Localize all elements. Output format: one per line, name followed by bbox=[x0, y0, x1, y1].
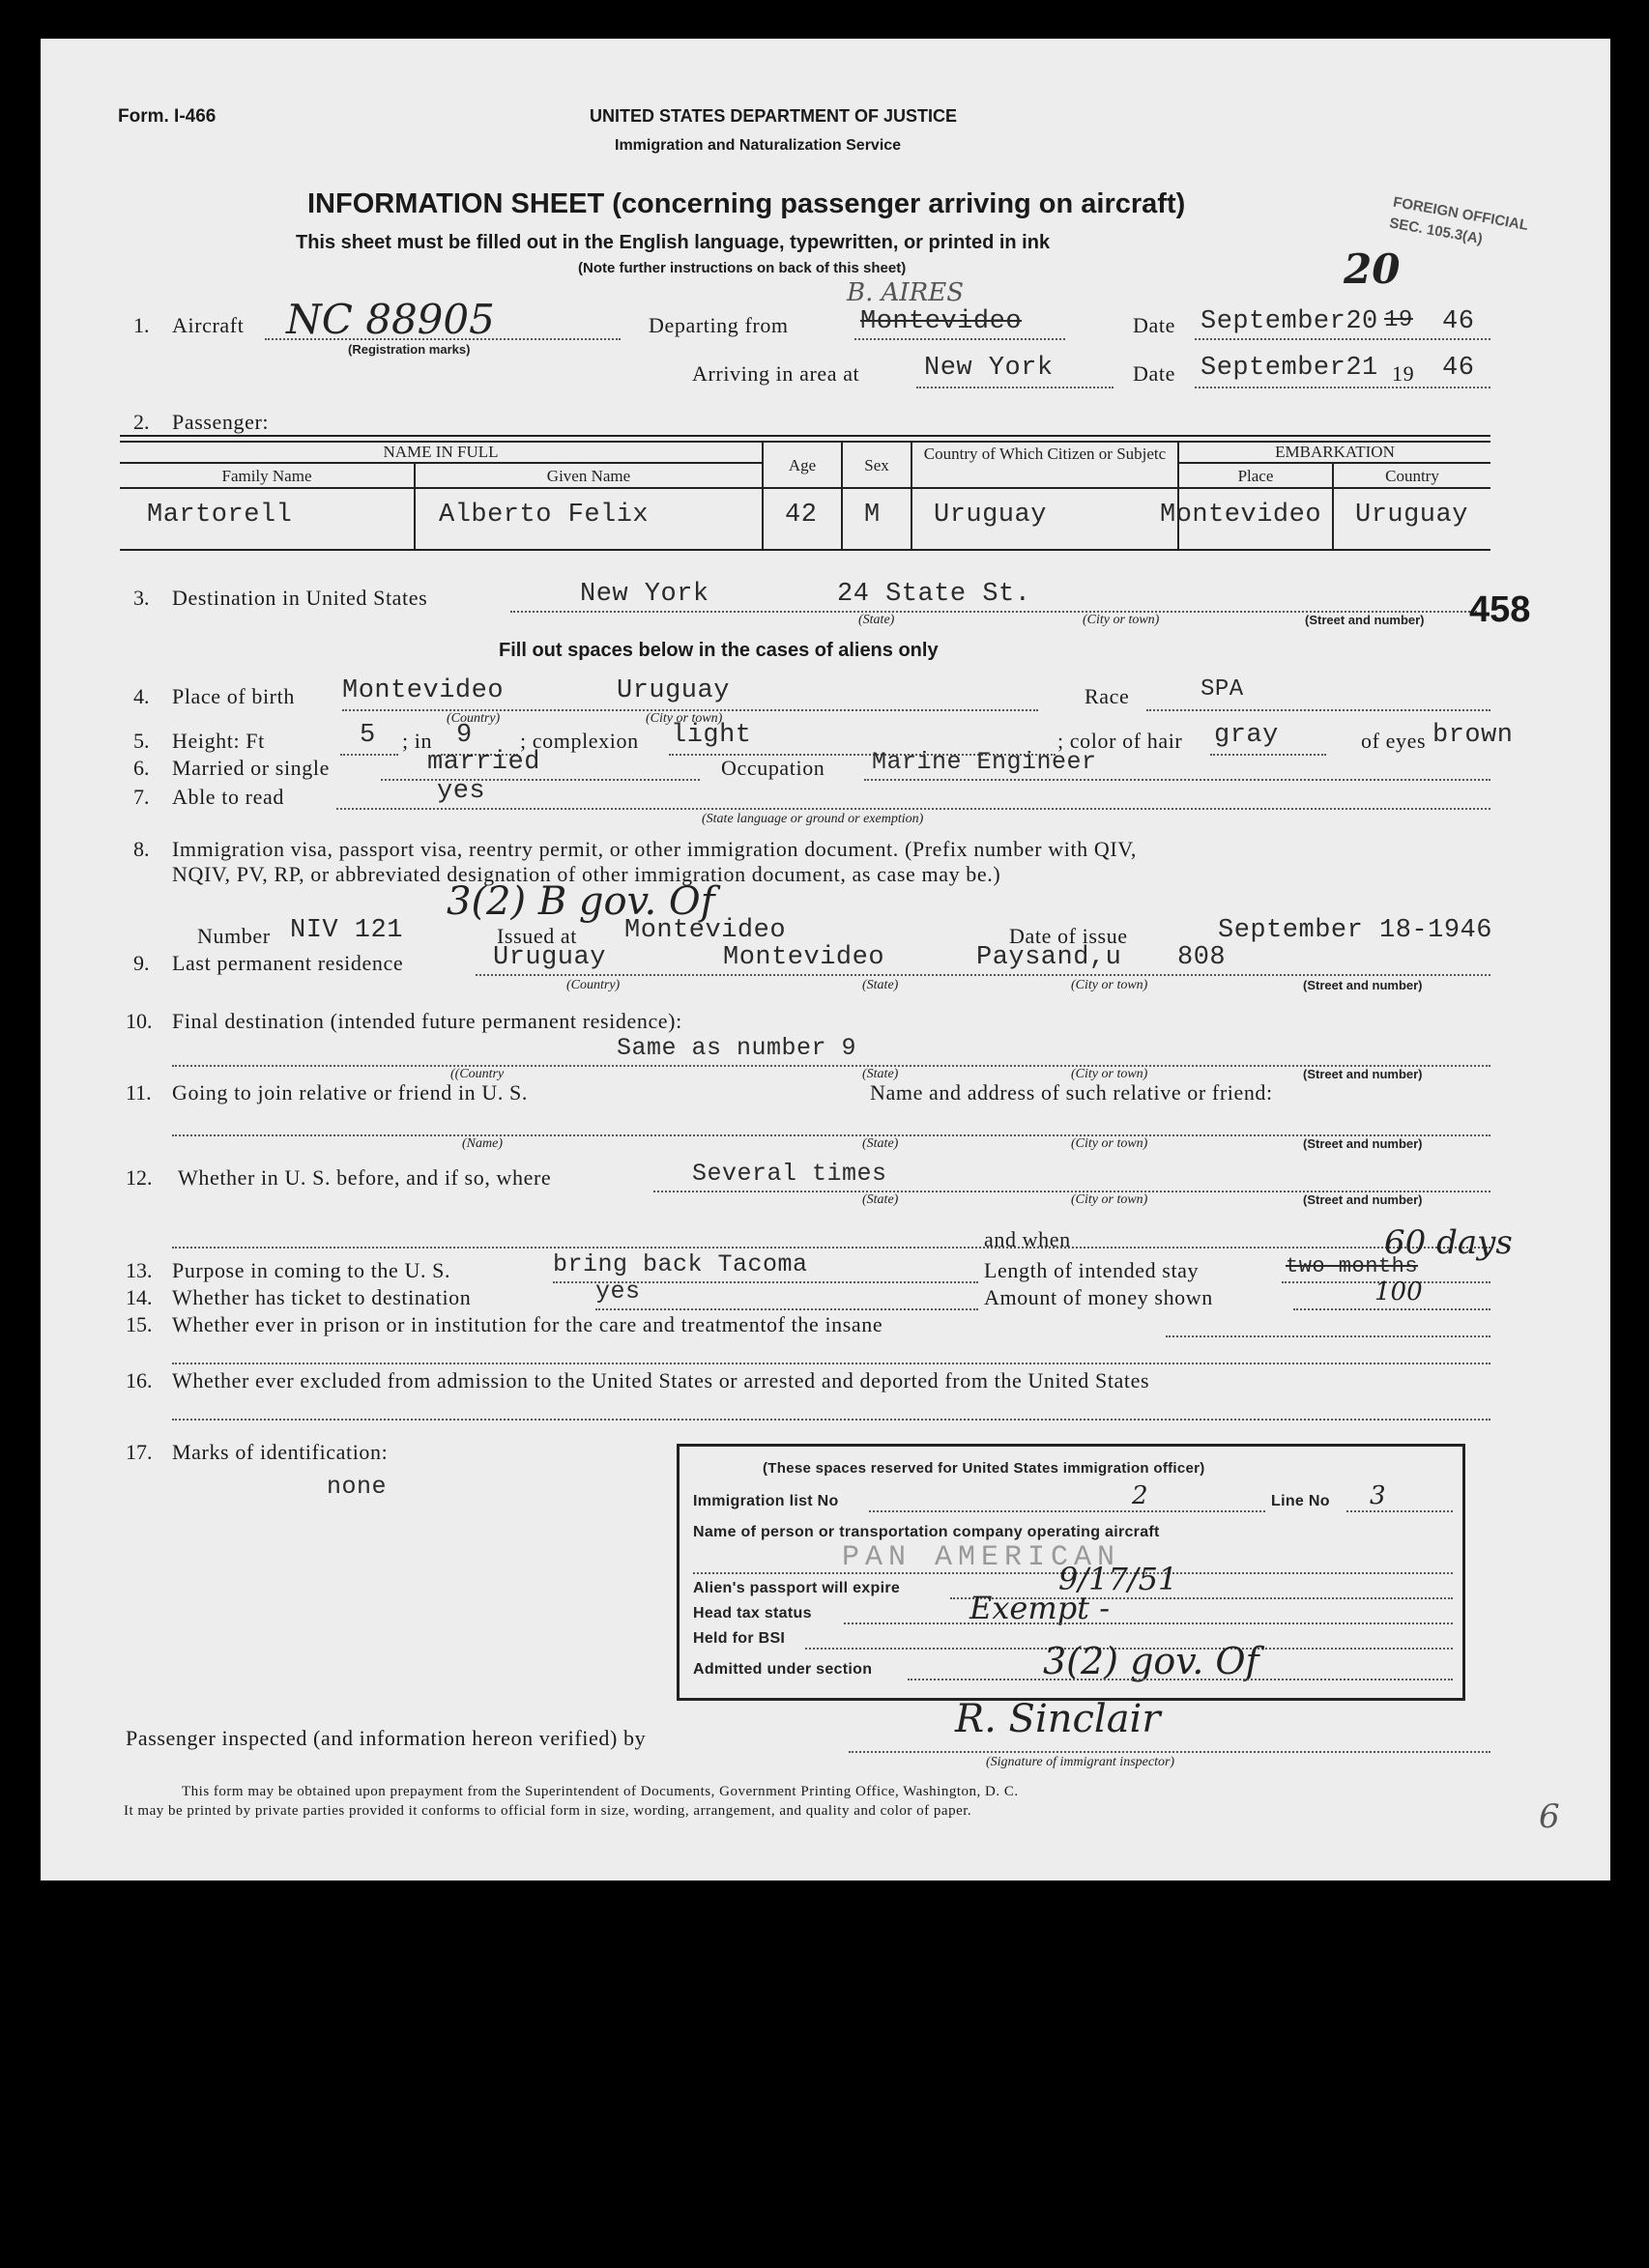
q1-date-label: Date bbox=[1133, 313, 1175, 337]
th-given-name: Given Name bbox=[546, 467, 631, 485]
q11-sub-city: (City or town) bbox=[1071, 1136, 1148, 1151]
q8-number-label: Number bbox=[197, 924, 271, 948]
q1-arr-date-label: Date bbox=[1133, 361, 1175, 386]
q9-street-value[interactable]: 808 bbox=[1177, 943, 1227, 972]
q1-aircraft-label: Aircraft bbox=[172, 313, 245, 337]
inspector-signature[interactable]: R. Sinclair bbox=[955, 1697, 1161, 1741]
q11-label2: Name and address of such relative or friend: bbox=[870, 1080, 1273, 1105]
q3-sub-state: (State) bbox=[858, 613, 895, 627]
q14-money-label: Amount of money shown bbox=[984, 1285, 1213, 1309]
q3-state-value[interactable]: New York bbox=[580, 580, 709, 609]
q1-arriving-label: Arriving in area at bbox=[692, 361, 860, 386]
service-heading: Immigration and Naturalization Service bbox=[615, 137, 902, 154]
q13-stay-label: Length of intended stay bbox=[984, 1258, 1200, 1282]
q5-complexion-value[interactable]: light bbox=[671, 721, 752, 750]
q1-departing-handwritten: B. AIRES bbox=[847, 278, 965, 307]
q9-label: Last permanent residence bbox=[172, 951, 404, 975]
cell-given-name[interactable]: Alberto Felix bbox=[439, 501, 650, 530]
th-sex: Sex bbox=[864, 456, 889, 474]
q10-number: 10. bbox=[126, 1009, 153, 1033]
q9-country-value[interactable]: Uruguay bbox=[493, 943, 606, 972]
q4-label: Place of birth bbox=[172, 684, 295, 708]
operator-label: Name of person or transportation company operating aircraft bbox=[693, 1524, 1160, 1540]
bsi-label: Held for BSI bbox=[693, 1630, 786, 1647]
q8-handwritten: 3(2) B gov. Of bbox=[447, 879, 715, 924]
th-age: Age bbox=[788, 456, 817, 474]
list-label: Immigration list No bbox=[693, 1493, 839, 1509]
q13-stay-struck: two months bbox=[1286, 1254, 1419, 1278]
aliens-only-header: Fill out spaces below in the cases of aliens only bbox=[499, 640, 939, 661]
q5-label: Height: Ft bbox=[172, 729, 265, 753]
q14-label: Whether has ticket to destination bbox=[172, 1285, 472, 1309]
q4-number: 4. bbox=[133, 684, 150, 708]
q14-number: 14. bbox=[126, 1285, 153, 1309]
q5-ft-value[interactable]: 5 bbox=[360, 721, 376, 750]
footer-line1: This form may be obtained upon prepayment from the Superintendent of Documents, Government Printing Office, Washington, D. C. bbox=[182, 1784, 1019, 1799]
q10-sub-street: (Street and number) bbox=[1303, 1067, 1423, 1081]
q4-race-label: Race bbox=[1085, 684, 1130, 708]
passport-value[interactable]: 9/17/51 bbox=[1058, 1561, 1178, 1597]
q12-sub-street: (Street and number) bbox=[1303, 1192, 1423, 1207]
q17-number: 17. bbox=[126, 1440, 153, 1464]
stamp-number: 20 bbox=[1344, 245, 1401, 293]
q12-value[interactable]: Several times bbox=[692, 1160, 887, 1188]
admitted-label: Admitted under section bbox=[693, 1661, 873, 1678]
officer-box bbox=[677, 1444, 1465, 1701]
q9-city-value[interactable]: Paysand,u bbox=[976, 943, 1122, 972]
q5-in-label: ; in bbox=[402, 729, 433, 753]
th-country: Country bbox=[1385, 467, 1439, 485]
q15-number: 15. bbox=[126, 1312, 153, 1336]
inspected-sub: (Signature of immigrant inspector) bbox=[986, 1755, 1175, 1769]
q12-number: 12. bbox=[126, 1165, 153, 1190]
passport-label: Alien's passport will expire bbox=[693, 1580, 901, 1596]
q16-number: 16. bbox=[126, 1368, 153, 1392]
officer-box-title: (These spaces reserved for United States immigration officer) bbox=[763, 1460, 1205, 1477]
q1-departing-value[interactable]: Montevideo bbox=[860, 307, 1023, 336]
q9-sub-street: (Street and number) bbox=[1303, 978, 1423, 992]
q2-label: Passenger: bbox=[172, 410, 270, 434]
official-stamp: FOREIGN OFFICIAL SEC. 105.3(A) bbox=[1388, 193, 1530, 248]
q4-country-value[interactable]: Montevideo bbox=[342, 676, 505, 705]
q10-label: Final destination (intended future permanent residence): bbox=[172, 1009, 682, 1033]
q4-race-value[interactable]: SPA bbox=[1201, 676, 1244, 703]
q13-stay-hand[interactable]: 60 days bbox=[1384, 1223, 1513, 1262]
q1-number: 1. bbox=[133, 313, 150, 337]
q13-label: Purpose in coming to the U. S. bbox=[172, 1258, 451, 1282]
cell-sex[interactable]: M bbox=[864, 501, 881, 530]
q5-eyes-label: of eyes bbox=[1361, 729, 1427, 753]
q1-arr-year[interactable]: 46 bbox=[1442, 354, 1475, 383]
page-mark: 6 bbox=[1539, 1797, 1560, 1836]
q8-number-value[interactable]: NIV 121 bbox=[290, 916, 403, 945]
th-family-name: Family Name bbox=[221, 467, 312, 485]
q5-eyes-value[interactable]: brown bbox=[1432, 721, 1514, 750]
q1-aircraft-value[interactable]: NC 88905 bbox=[286, 296, 495, 343]
q9-sub-city: (City or town) bbox=[1071, 978, 1148, 992]
q7-sub: (State language or ground or exemption) bbox=[702, 812, 924, 826]
q8-number: 8. bbox=[133, 837, 150, 861]
q11-number: 11. bbox=[126, 1080, 152, 1105]
q10-sub-city: (City or town) bbox=[1071, 1067, 1148, 1081]
q11-sub-state: (State) bbox=[862, 1136, 899, 1151]
q6-number: 6. bbox=[133, 756, 150, 780]
operator-value[interactable]: PAN AMERICAN bbox=[842, 1541, 1121, 1574]
cell-country[interactable]: Uruguay bbox=[1355, 501, 1468, 530]
headtax-label: Head tax status bbox=[693, 1605, 812, 1622]
q5-complexion-label: ; complexion bbox=[520, 729, 639, 753]
q9-number: 9. bbox=[133, 951, 150, 975]
form-note: (Note further instructions on back of this sheet) bbox=[578, 260, 907, 276]
q3-margin-number: 458 bbox=[1469, 589, 1531, 630]
q10-value[interactable]: Same as number 9 bbox=[617, 1034, 857, 1062]
q1-arriving-value[interactable]: New York bbox=[924, 354, 1054, 383]
q3-sub-street: (Street and number) bbox=[1305, 613, 1425, 627]
q12-label: Whether in U. S. before, and if so, where bbox=[178, 1165, 552, 1190]
admitted-value[interactable]: 3(2) gov. Of bbox=[1043, 1640, 1259, 1682]
line-value[interactable]: 3 bbox=[1370, 1481, 1386, 1510]
q4-city-value[interactable]: Uruguay bbox=[617, 676, 730, 705]
q8-text-line1: Immigration visa, passport visa, reentry permit, or other immigration document. (Prefix number with QIV, bbox=[172, 837, 1138, 861]
q1-arr-date-value[interactable]: September21 bbox=[1201, 354, 1378, 383]
q1-departing-label: Departing from bbox=[649, 313, 789, 337]
q3-label: Destination in United States bbox=[172, 586, 428, 610]
form-page bbox=[41, 39, 1610, 1880]
list-value[interactable]: 2 bbox=[1132, 1481, 1148, 1510]
line-label: Line No bbox=[1271, 1493, 1330, 1509]
q17-label: Marks of identification: bbox=[172, 1440, 389, 1464]
department-heading: UNITED STATES DEPARTMENT OF JUSTICE bbox=[590, 106, 958, 126]
q7-value[interactable]: yes bbox=[437, 777, 486, 806]
th-name-in-full: NAME IN FULL bbox=[383, 443, 499, 461]
inspected-label: Passenger inspected (and information hereon verified) by bbox=[126, 1726, 647, 1750]
q1-arr-year-prefix: 19 bbox=[1392, 361, 1415, 386]
q3-sub-city: (City or town) bbox=[1083, 613, 1160, 627]
headtax-value[interactable]: Exempt - bbox=[969, 1590, 1111, 1626]
form-title: INFORMATION SHEET (concerning passenger arriving on aircraft) bbox=[307, 188, 1186, 219]
q1-aircraft-sub: (Registration marks) bbox=[348, 342, 471, 357]
q6-occupation-value[interactable]: Marine Engineer bbox=[872, 748, 1097, 776]
q8-date-label: Date of issue bbox=[1009, 924, 1128, 948]
q7-number: 7. bbox=[133, 785, 150, 809]
q12-sub-state: (State) bbox=[862, 1192, 899, 1207]
q10-sub-state: (State) bbox=[862, 1067, 899, 1081]
q3-street-value[interactable]: 24 State St. bbox=[837, 580, 1031, 609]
q6-label: Married or single bbox=[172, 756, 330, 780]
q4-sub-city: (City or town) bbox=[646, 711, 723, 726]
q10-sub-country: ((Country bbox=[450, 1067, 505, 1081]
cell-age[interactable]: 42 bbox=[785, 501, 818, 530]
q15-label: Whether ever in prison or in institution for the care and treatmentof the insane bbox=[172, 1312, 883, 1336]
cell-citizen[interactable]: Uruguay bbox=[934, 501, 1047, 530]
q12-when-label: and when bbox=[984, 1227, 1071, 1251]
footer-line2: It may be printed by private parties provided it conforms to official form in size, wording, arrangement, and quality and color of paper. bbox=[124, 1803, 972, 1819]
q7-label: Able to read bbox=[172, 785, 284, 809]
q3-number: 3. bbox=[133, 586, 150, 610]
q9-state-value[interactable]: Montevideo bbox=[723, 943, 885, 972]
q13-value[interactable]: bring back Tacoma bbox=[553, 1250, 808, 1278]
q5-hair-value[interactable]: gray bbox=[1214, 721, 1279, 750]
th-place: Place bbox=[1237, 467, 1274, 485]
q8-issued-label: Issued at bbox=[497, 924, 577, 948]
form-subtitle: This sheet must be filled out in the English language, typewritten, or printed in ink bbox=[296, 232, 1051, 253]
q6-occupation-label: Occupation bbox=[721, 756, 825, 780]
q8-issued-value[interactable]: Montevideo bbox=[624, 916, 787, 945]
q4-sub-country: (Country) bbox=[447, 711, 501, 726]
q9-sub-state: (State) bbox=[862, 978, 899, 992]
cell-place[interactable]: Montevideo bbox=[1160, 501, 1322, 530]
q11-sub-street: (Street and number) bbox=[1303, 1136, 1423, 1151]
q17-value[interactable]: none bbox=[327, 1473, 388, 1501]
th-citizen: Country of Which Citizen or Subjetc bbox=[923, 445, 1167, 463]
form-number: Form. I-466 bbox=[118, 106, 217, 127]
q6-value[interactable]: married bbox=[427, 748, 540, 777]
q5-in-value[interactable]: 9 bbox=[456, 721, 473, 750]
q2-number: 2. bbox=[133, 410, 150, 434]
q5-hair-label: ; color of hair bbox=[1057, 729, 1183, 753]
q13-number: 13. bbox=[126, 1258, 153, 1282]
q1-date-year[interactable]: 46 bbox=[1442, 307, 1475, 336]
q14-money-value[interactable]: 100 bbox=[1374, 1278, 1423, 1306]
q11-sub-name: (Name) bbox=[462, 1136, 503, 1151]
q8-text-line2: NQIV, PV, RP, or abbreviated designation of other immigration document, as case may be.) bbox=[172, 862, 1001, 886]
q8-date-value[interactable]: September 18-1946 bbox=[1218, 916, 1492, 945]
cell-family-name[interactable]: Martorell bbox=[147, 501, 293, 530]
q14-value[interactable]: yes bbox=[595, 1278, 641, 1306]
q1-date-value[interactable]: September20 bbox=[1201, 307, 1378, 336]
q5-number: 5. bbox=[133, 729, 150, 753]
q11-label: Going to join relative or friend in U. S. bbox=[172, 1080, 528, 1105]
q12-sub-city: (City or town) bbox=[1071, 1192, 1148, 1207]
q1-date-struck: 19 bbox=[1384, 307, 1413, 333]
th-embarkation: EMBARKATION bbox=[1275, 443, 1395, 461]
q16-label: Whether ever excluded from admission to the United States or arrested and deported from the United States bbox=[172, 1368, 1150, 1392]
q9-sub-country: (Country) bbox=[566, 978, 621, 992]
